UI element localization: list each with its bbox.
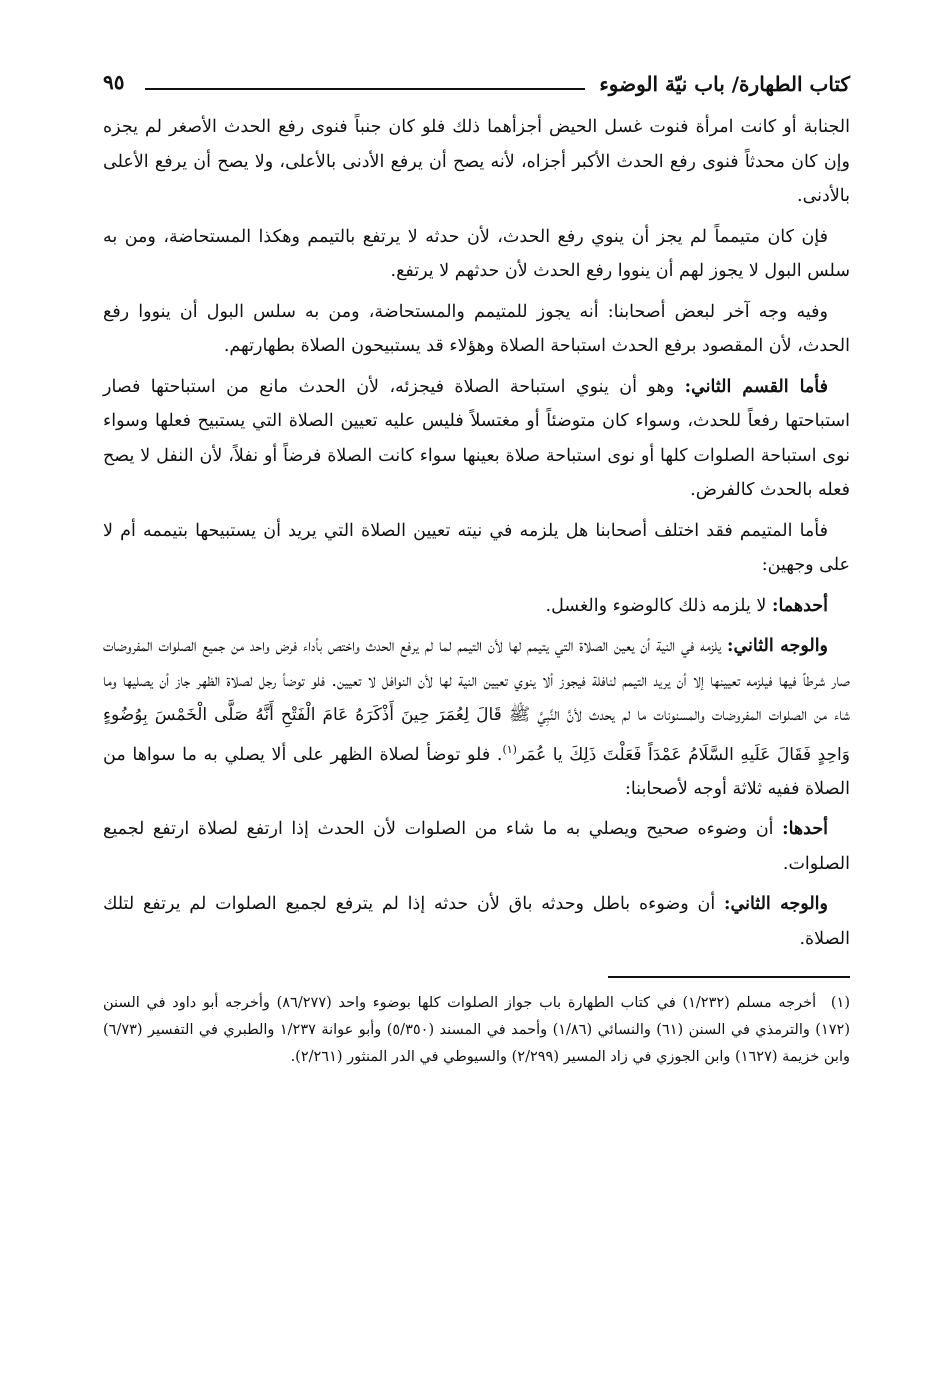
- header-rule: [145, 88, 585, 90]
- second-opinion-lead: والوجه الثاني:: [727, 636, 829, 656]
- paragraph-7-text-a: يلزمه في النية أن يعين الصلاة التي يتيمم لها لأن التيمم لما لم يرفع الحدث واختص بأداء فرض واحد من جميع الصلوات المفروضات صار شرطاً فيها فيلزمه تعيينها إلا أن يريد التيمم لنافلة فيجوز ألا ينوي تعيين النية لها لأن النوافل لا تعيين. فلو توضأ رجل لصلاة الظهر جاز أن يصليها وما شاء من الصلوات المفروضات والمسنونات ما لم يحدث لأنَّ النَّبِيَّ ﷺ: [103, 636, 850, 725]
- paragraph-1: الجنابة أو كانت امرأة فنوت غسل الحيض أجزأهما ذلك فلو كان جنباً فنوى رفع الحدث الأصغر لم يجزه وإن كان محدثاً فنوى رفع الحدث الأكبر أجزاه، لأنه يصح أن يرفع الأدنى بالأعلى، ولا يصح أن يرفع الأعلى بالأدنى.: [103, 117, 850, 206]
- paragraph-6: [103, 589, 850, 624]
- paragraph-5: فأما المتيمم فقد اختلف أصحابنا هل يلزمه في نيته تعيين الصلاة التي يريد أن يستبيحها بتيممه أم لا على وجهين:: [103, 520, 850, 575]
- first-opinion-lead: أحدهما:: [771, 595, 828, 616]
- paragraph-7-text-b: . فلو توضأ لصلاة الظهر على ألا يصلي به ما سواها من الصلاة ففيه ثلاثة أوجه لأصحابنا:: [103, 744, 850, 799]
- paragraph-4: [103, 370, 850, 508]
- section-lead-second-category: فأما القسم الثاني:: [684, 376, 828, 397]
- paragraph-8: [103, 812, 850, 881]
- first-view-lead: أحدها:: [782, 819, 828, 840]
- paragraph-9-text: أن وضوءه باطل وحدثه باق لأن حدثه إذا لم يترفع لجميع الصلوات لم يرتفع لتلك الصلاة.: [103, 894, 850, 949]
- footnote-reference[interactable]: (١): [502, 742, 517, 756]
- paragraph-2: فإن كان متيمماً لم يجز أن ينوي رفع الحدث، لأن حدثه لا يرتفع بالتيمم وهكذا المستحاضة، ومن به سلس البول لا يجوز لهم أن ينووا رفع الحدث لأن حدثهم لا يرتفع.: [103, 226, 850, 281]
- paragraph-7: [103, 629, 850, 806]
- paragraph-3: وفيه وجه آخر لبعض أصحابنا: أنه يجوز للمتيمم والمستحاضة، ومن به سلس البول أن ينووا رفع الحدث، لأن المقصود برفع الحدث استباحة الصلاة وهؤلاء قد يستبيحون الصلاة بطهارتهم.: [103, 301, 850, 356]
- paragraph-8-text: أن وضوءه صحيح ويصلي به ما شاء من الصلوات لأن الحدث إذا ارتفع لصلاة ارتفع لجميع الصلوات.: [103, 819, 850, 874]
- footnote-divider: [608, 976, 850, 978]
- page-number: ٩٥: [103, 70, 125, 94]
- paragraph-9: [103, 887, 850, 956]
- hadith-quote: قَالَ لِعُمَرَ حِينَ أَذْكَرَهُ عَامَ الْفَتْحِ أَنَّهُ صَلَّى الْخَمْسَ بِوُضُوءٍ وَاحِدٍ فَقَالَ عَلَيهِ السَّلَامُ عَمْدَاً فَعَلْتَ ذَلِكَ يا عُمَر: [103, 705, 850, 765]
- paragraph-4-text: وهو أن ينوي استباحة الصلاة فيجزئه، لأن الحدث مانع من استباحتها فصار استباحتها رفعاً للحدث، وسواء كان متوضئاً أو مغتسلاً فليس عليه تعيين الصلاة التي يستبيح فعلها وسواء نوى استباحة الصلوات كلها أو نوى استباحة صلاة بعينها سواء كانت الصلاة فرضاً أو نفلاً، لأن النفل لا يصح فعله بالحدث كالفرض.: [103, 376, 850, 500]
- second-view-lead: والوجه الثاني:: [724, 894, 828, 915]
- body-text: [103, 110, 850, 956]
- page-header: [103, 60, 850, 100]
- book-page: [103, 60, 850, 1071]
- footnote-text: أخرجه مسلم (١/٢٣٢) في كتاب الطهارة باب جواز الصلوات كلها بوضوء واحد (٨٦/٢٧٧) وأخرجه أبو داود في السنن (١٧٢) والترمذي في السنن (٦١) والنسائي (١/٨٦) وأحمد في المسند (٥/٣٥٠) وأبو عوانة ١/٢٣٧ والطبري في التفسير (٦/٧٣) وابن خزيمة (١٦٢٧) وابن الجوزي في زاد المسير (٢/٢٩٩) والسيوطي في الدر المنثور (٢/٢٦١).: [103, 995, 850, 1066]
- footnote: [103, 990, 850, 1071]
- running-title: كتاب الطهارة/ باب نيّة الوضوء: [599, 72, 850, 96]
- footnote-marker: (١): [830, 995, 851, 1012]
- paragraph-6-text: لا يلزمه ذلك كالوضوء والغسل.: [545, 595, 767, 616]
